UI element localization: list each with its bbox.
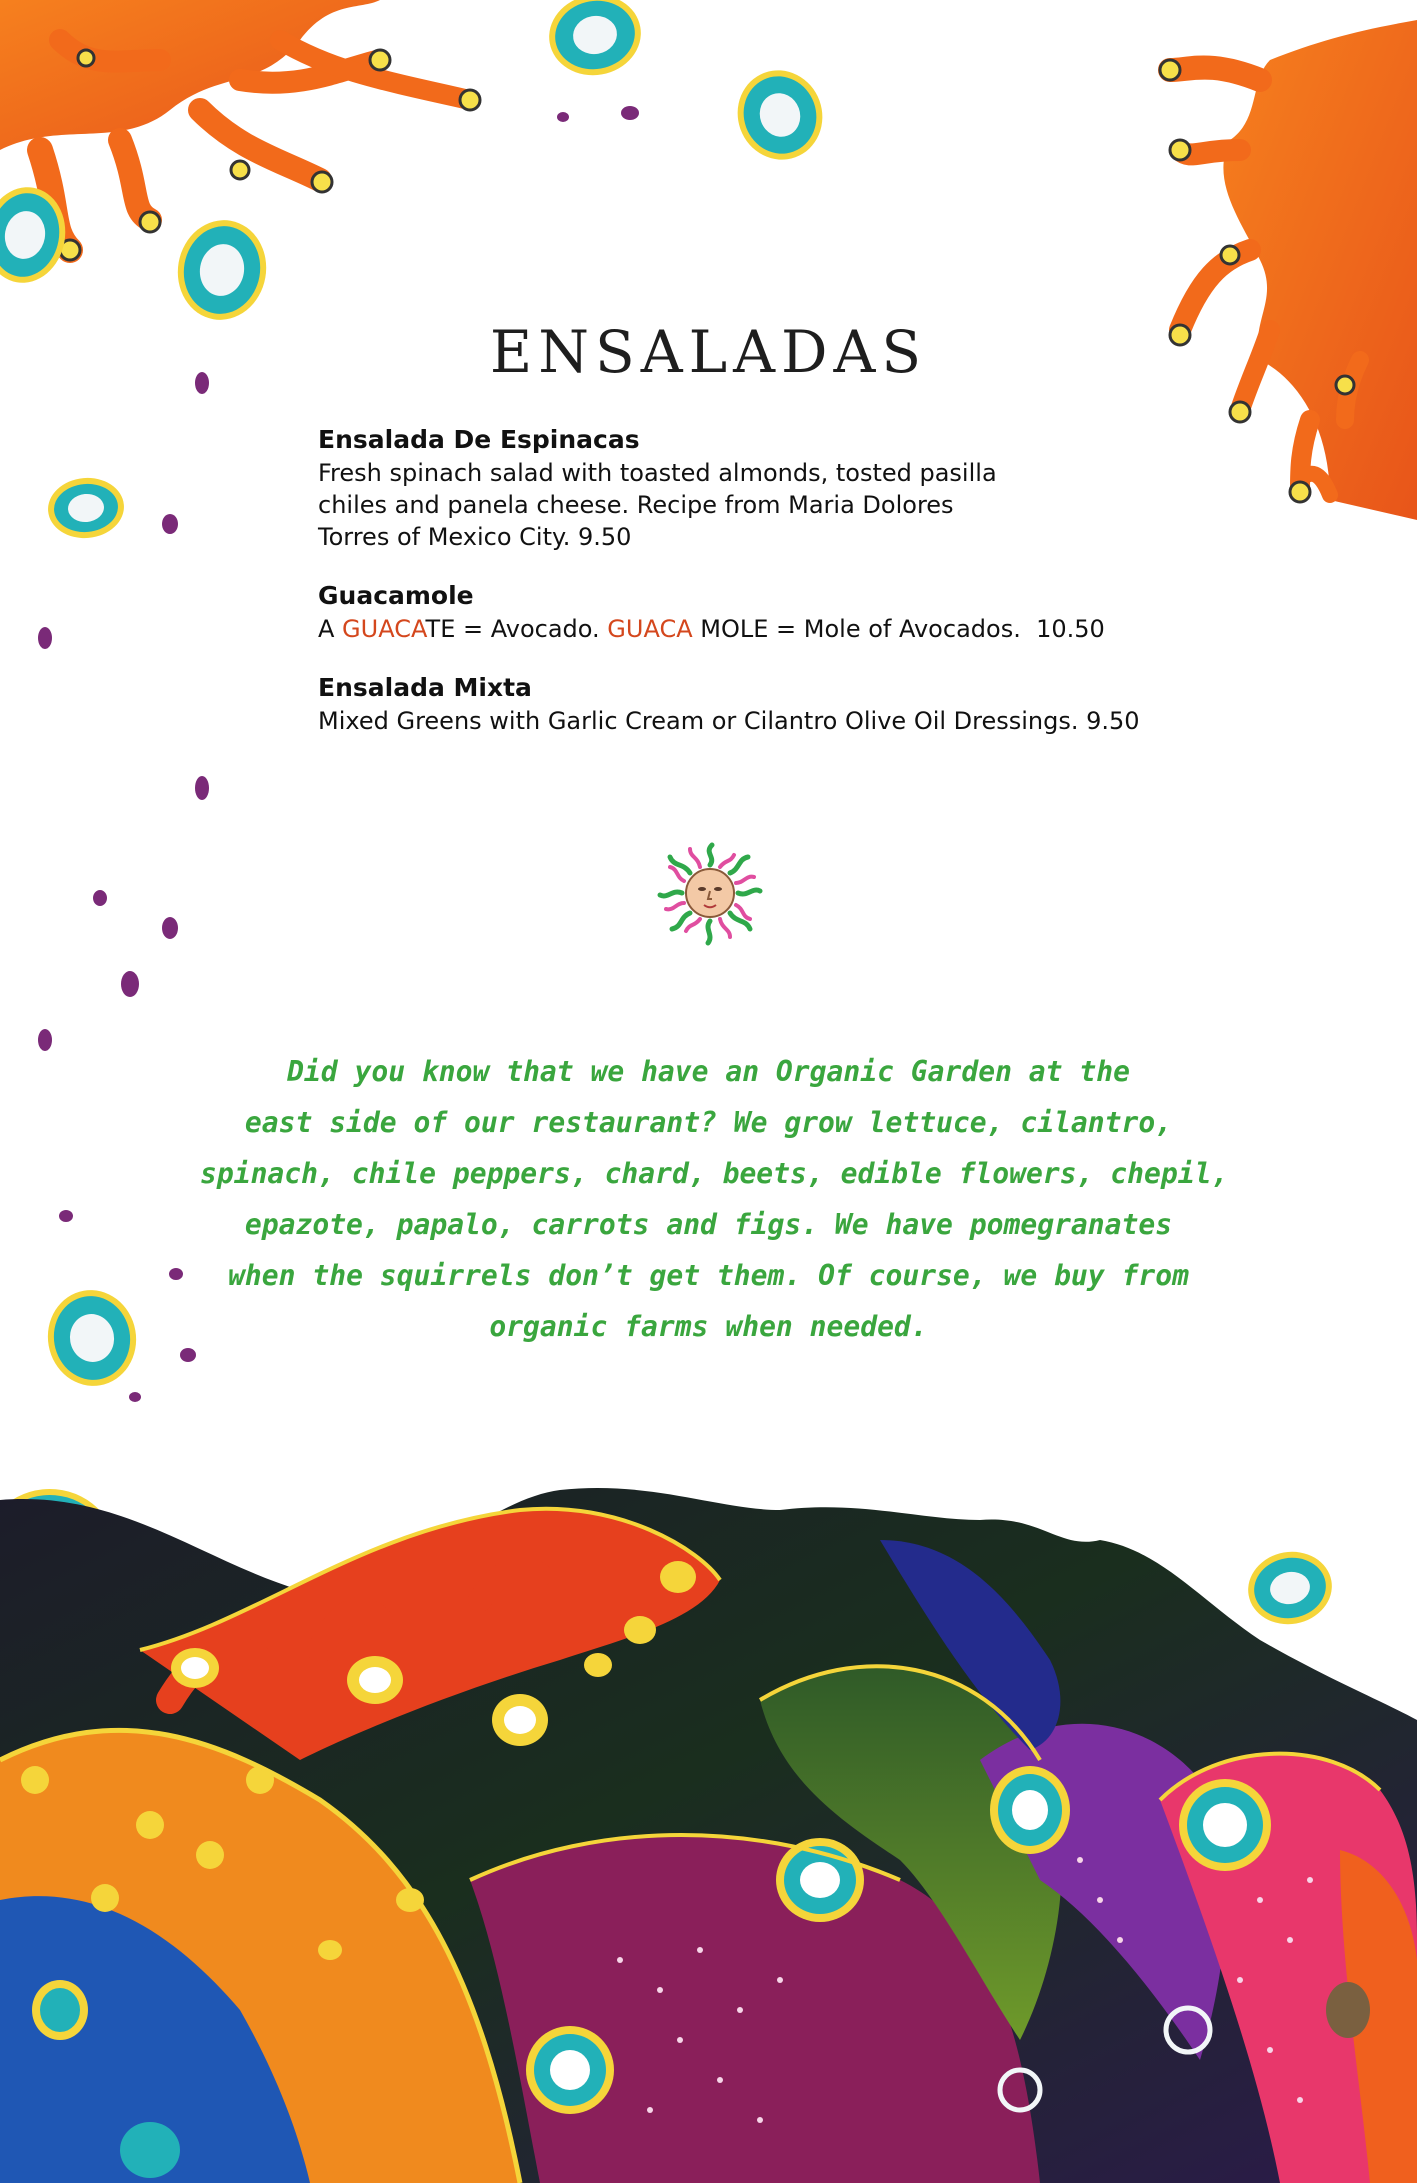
description-line: Fresh spinach salad with toasted almonds, tosted pasilla xyxy=(318,459,997,487)
note-line: organic farms when needed. xyxy=(489,1310,928,1343)
item-name: Guacamole xyxy=(318,581,474,610)
description-line xyxy=(318,613,1198,645)
guaca-highlight: GUACA xyxy=(342,615,426,643)
guaca-highlight: GUACA xyxy=(607,615,693,643)
note-line: when the squirrels don’t get them. Of course, we buy from xyxy=(228,1259,1189,1292)
bottom-wave-artwork xyxy=(0,1488,1417,2183)
desc-text: A xyxy=(318,615,343,643)
item-name: Ensalada Mixta xyxy=(318,673,532,702)
description-line: Torres of Mexico City. 9.50 xyxy=(318,523,632,551)
menu-item-espinacas xyxy=(318,423,1198,553)
item-description xyxy=(318,705,1198,737)
item-description xyxy=(318,457,1198,553)
desc-text: TE = Avocado. xyxy=(425,615,608,643)
desc-text: MOLE = Mole of Avocados. 10.50 xyxy=(692,615,1105,643)
organic-garden-note xyxy=(200,1046,1229,1352)
description-line: Mixed Greens with Garlic Cream or Cilantro Olive Oil Dressings. 9.50 xyxy=(318,707,1140,735)
item-name: Ensalada De Espinacas xyxy=(318,425,640,454)
note-line: epazote, papalo, carrots and figs. We have pomegranates xyxy=(244,1208,1173,1241)
description-line: chiles and panela cheese. Recipe from Maria Dolores xyxy=(318,491,954,519)
note-line: spinach, chile peppers, chard, beets, edible flowers, chepil, xyxy=(200,1157,1229,1190)
coral-top-right xyxy=(1160,20,1417,520)
note-line: east side of our restaurant? We grow lettuce, cilantro, xyxy=(244,1106,1173,1139)
section-heading: ENSALADAS xyxy=(489,318,928,386)
note-line: Did you know that we have an Organic Garden at the xyxy=(287,1055,1130,1088)
item-description xyxy=(318,613,1198,645)
coral-top-left xyxy=(0,0,480,260)
menu-item-mixta xyxy=(318,671,1198,737)
menu-item-guacamole xyxy=(318,579,1198,645)
sun-face-icon xyxy=(660,845,760,943)
menu-list xyxy=(318,423,1198,763)
